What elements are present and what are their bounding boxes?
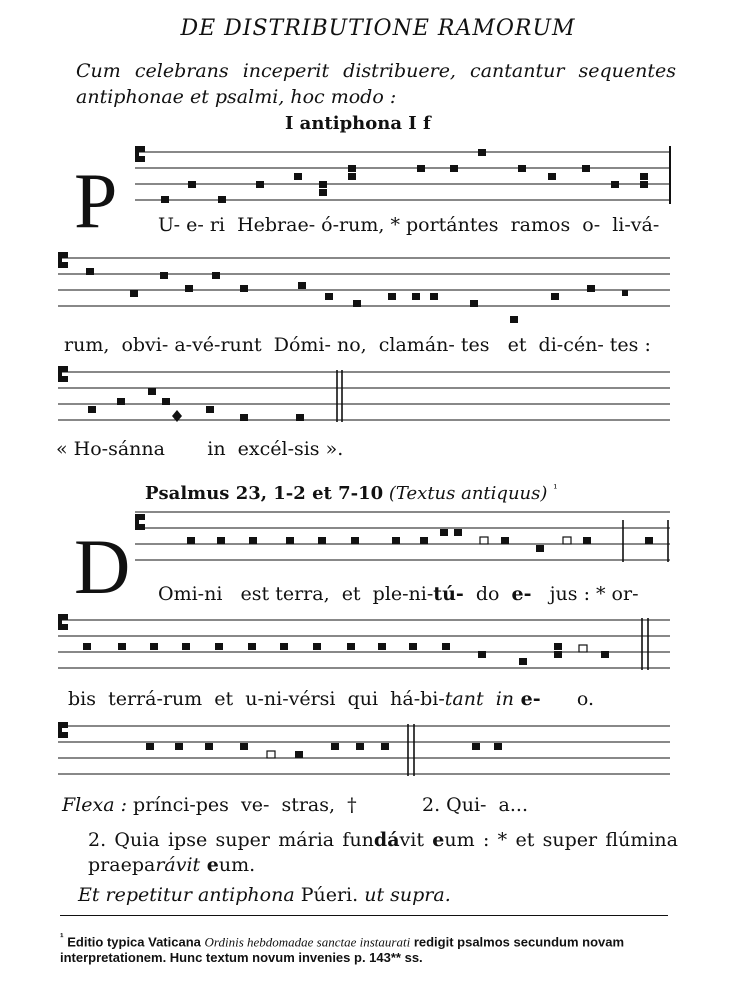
footnote-rule <box>60 915 668 916</box>
next-verse-start: 2. Qui- a... <box>422 794 529 816</box>
psalmus-title: Psalmus 23, 1-2 et 7-10 <box>145 483 384 504</box>
staff-3 <box>58 370 670 422</box>
verse-2: 2. Quia ipse super mária fundávit eum : * et super flúmina praeparávit eum. <box>88 829 678 876</box>
neumes-3 <box>88 388 304 422</box>
antiphona-lyric-2: rum, obvi- a-vé-runt Dómi- no, clamán- tes et di-cén- tes : <box>64 334 651 356</box>
flexa-line: Flexa : prínci-pes ve- stras, † <box>62 794 357 816</box>
psalmus-lyric-2: bis terrá-rum et u-ni-vérsi qui há-bi-tant in e- o. <box>68 688 595 710</box>
page-title: DE DISTRIBUTIONE RAMORUM <box>180 16 576 41</box>
drop-cap-d: D <box>74 523 131 610</box>
rubric: Cum celebrans inceperit distribuere, cantantur sequentes antiphonae et psalmi, hoc modo : <box>76 60 676 108</box>
footnote-mark: ¹ <box>553 482 558 495</box>
psalmus-textus: (Textus antiquus) <box>388 483 548 504</box>
repeat-instruction: Et repetitur antiphona Púeri. ut supra. <box>78 884 451 906</box>
staff-2 <box>58 258 670 306</box>
neumes-1 <box>161 149 648 203</box>
antiphona-lyric-3: « Ho-sánna in excél-sis ». <box>56 438 344 460</box>
antiphona-lyric-1: U- e- ri Hebrae- ó-rum, * portántes ramos o- li-vá- <box>158 214 660 236</box>
psalmus-header <box>145 482 558 504</box>
drop-cap-p: P <box>74 157 118 244</box>
staff-1 <box>135 146 670 204</box>
antiphona-header: I antiphona I f <box>285 113 431 134</box>
neumes-4 <box>187 529 653 552</box>
neumes-6 <box>146 743 502 758</box>
footnote: $^{^1}$ Editio typica Vaticana Ordinis hebdomadae sanctae instaurati redigit psalmos secundum novam interpretationem. Hunc textum novum invenies p. 143** ss. <box>60 932 625 966</box>
psalmus-lyric-1: Omi-ni est terra, et ple-ni-tú- do e- jus : * or- <box>158 583 639 605</box>
staff-5 <box>58 618 670 670</box>
neumes-5 <box>83 643 609 665</box>
neumes-2 <box>86 268 628 323</box>
